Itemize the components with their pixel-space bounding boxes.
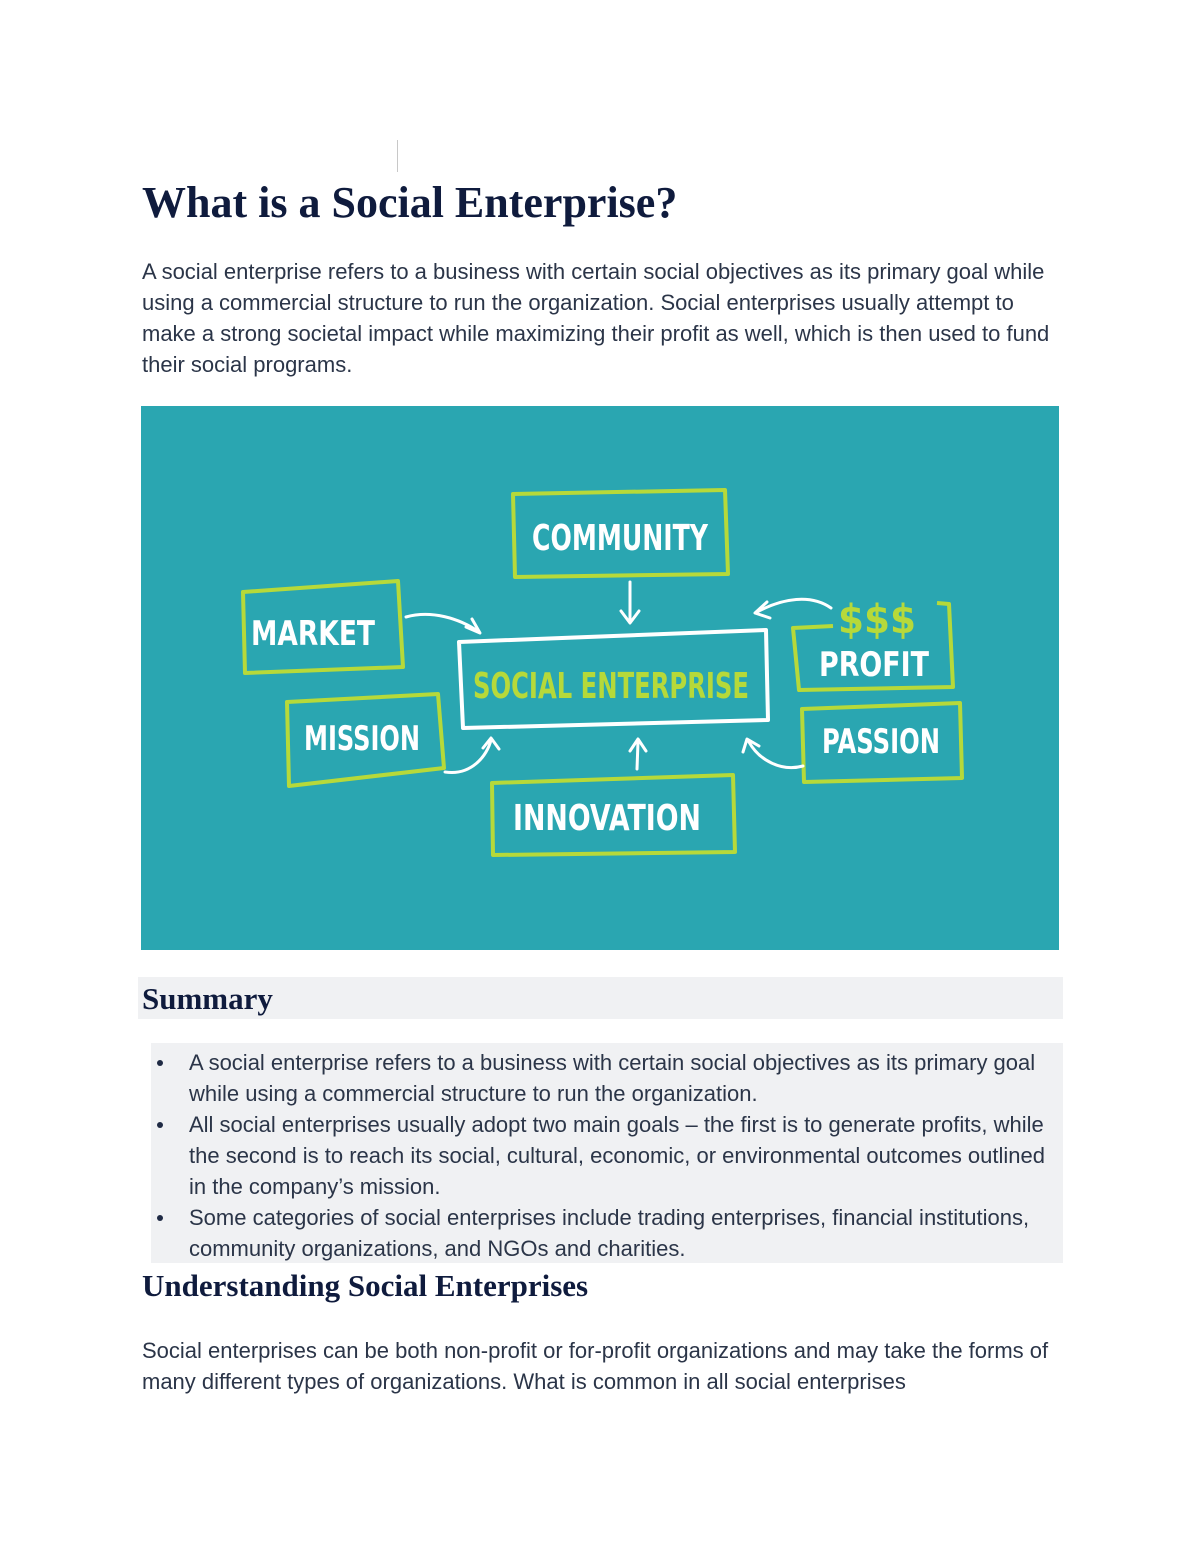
market-arrow (406, 614, 480, 633)
summary-heading: Summary (142, 981, 273, 1016)
profit-node (793, 597, 953, 690)
market-label: MARKET (251, 614, 376, 654)
understanding-paragraph: Social enterprises can be both non-profit or for-profit organizations and may take the forms of many different types of organizations. What is common in all social enterprises (142, 1338, 1049, 1394)
innovation-label: INNOVATION (513, 798, 701, 839)
summary-list (189, 1047, 1049, 1264)
summary-heading-background (138, 977, 1063, 1019)
profit-arrow (755, 599, 831, 618)
profit-label: PROFIT (819, 645, 930, 685)
social-enterprise-diagram (141, 406, 1059, 950)
community-node (513, 490, 728, 577)
summary-list-item: A social enterprise refers to a business with certain social objectives as its primary goal while using a commercial structure to run the organization. (189, 1047, 1049, 1109)
mission-node (287, 694, 444, 786)
social-enterprise-label: SOCIAL ENTERPRISE (473, 666, 749, 707)
passion-arrow (743, 739, 803, 768)
summary-list-item: Some categories of social enterprises include trading enterprises, financial institutions, community organizations, and NGOs and charities. (189, 1202, 1049, 1264)
passion-node (802, 703, 962, 782)
innovation-arrow (630, 739, 646, 769)
passion-label: PASSION (822, 722, 940, 762)
text-cursor-mark (397, 140, 398, 172)
page-title: What is a Social Enterprise? (142, 178, 678, 227)
diagram-canvas (141, 406, 1059, 950)
mission-arrow (445, 738, 499, 773)
innovation-node (492, 775, 735, 855)
mission-label: MISSION (304, 719, 420, 759)
summary-list-item: All social enterprises usually adopt two main goals – the first is to generate profits, while the second is to reach its social, cultural, economic, or environmental outcomes outlined in the company’s mission. (189, 1109, 1049, 1202)
community-label: COMMUNITY (532, 518, 709, 559)
community-arrow (621, 582, 639, 623)
profit-symbol: $$$ (838, 597, 916, 643)
understanding-heading: Understanding Social Enterprises (142, 1268, 589, 1303)
social-enterprise-node (459, 630, 768, 728)
market-node (243, 581, 403, 673)
intro-paragraph: A social enterprise refers to a business with certain social objectives as its primary goal while using a commercial structure to run the organization. Social enterprises usually attempt to make a strong societal impact while maximizing their profit as well, which is then used to fund their social programs. (142, 259, 1050, 377)
